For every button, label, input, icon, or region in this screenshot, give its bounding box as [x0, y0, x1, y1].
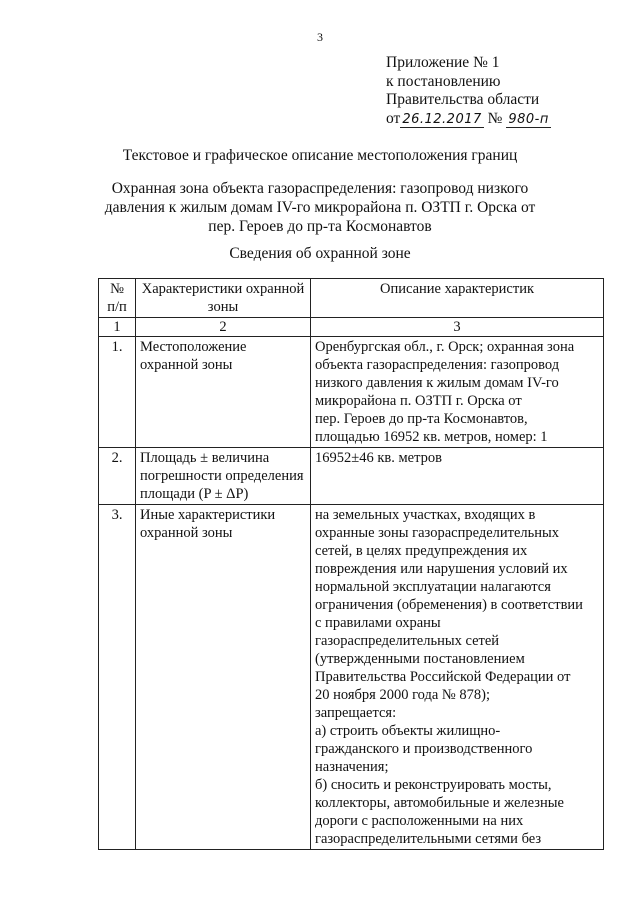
index-cell-2: 2 [136, 318, 311, 337]
number-sign: № [487, 109, 503, 127]
description-line: гражданского и производственного [315, 741, 533, 757]
appendix-line-2: к постановлению [386, 72, 501, 90]
row-characteristic: Местоположение охранной зоны [136, 337, 311, 448]
subtitle-line-2: давления к жилым домам IV-го микрорайона п. ОЗТП г. Орска от [104, 199, 536, 216]
description-line: б) сносить и реконструировать мосты, [315, 777, 552, 793]
header-description: Описание характеристик [311, 279, 604, 318]
description-line: на земельных участках, входящих в [315, 507, 536, 523]
appendix-line-1: Приложение № 1 [386, 54, 500, 71]
row-characteristic: Площадь ± величина погрешности определения площади (P ± ΔP) [136, 448, 311, 505]
table-index-row [99, 318, 604, 337]
row-number: 3. [99, 505, 136, 850]
appendix-date-line [386, 110, 551, 129]
index-cell-1: 1 [99, 318, 136, 337]
row-description [311, 505, 604, 850]
table-row [99, 337, 604, 448]
document-subtitle [0, 179, 640, 236]
description-line: 16952±46 кв. метров [315, 450, 442, 466]
index-cell-3: 3 [311, 318, 604, 337]
appendix-block [386, 54, 551, 128]
description-line: 20 ноября 2000 года № 878); [315, 687, 490, 703]
row-characteristic: Иные характеристики охранной зоны [136, 505, 311, 850]
handwritten-date: 26.12.2017 [402, 111, 482, 127]
date-prefix: от [386, 109, 401, 127]
subtitle-line-3: пер. Героев до пр-та Космонавтов [208, 218, 432, 235]
row-description [311, 337, 604, 448]
description-line: объекта газораспределения: газопровод [315, 357, 560, 373]
description-line: ограничения (обременения) в соответствии [315, 597, 583, 613]
description-line: повреждения или нарушения условий их [315, 561, 568, 577]
row-number: 2. [99, 448, 136, 505]
description-line: а) строить объекты жилищно- [315, 723, 501, 739]
description-line: низкого давления к жилым домам IV-го [315, 375, 559, 391]
description-line: назначения; [315, 759, 389, 775]
description-line: Правительства Российской Федерации от [315, 669, 571, 685]
description-line: пер. Героев до пр-та Космонавтов, [315, 411, 528, 427]
description-line: охранные зоны газораспределительных [315, 525, 560, 541]
subtitle-line-1: Охранная зона объекта газораспределения: газопровод низкого [111, 180, 529, 197]
row-description [311, 448, 604, 505]
description-line: коллекторы, автомобильные и железные [315, 795, 564, 811]
description-line: с правилами охраны [315, 615, 441, 631]
description-line: (утвержденными постановлением [315, 651, 525, 667]
description-line: микрорайона п. ОЗТП г. Орска от [315, 393, 522, 409]
header-characteristic: Характеристики охранной зоны [136, 279, 311, 318]
description-line: запрещается: [315, 705, 397, 721]
table-row [99, 505, 604, 850]
appendix-line-3: Правительства области [386, 91, 540, 108]
description-line: дороги с расположенными на них [315, 813, 524, 829]
header-num: № п/п [99, 279, 136, 318]
section-title: Сведения об охранной зоне [229, 245, 411, 262]
page-number: 3 [317, 30, 323, 44]
handwritten-number: 980-п [508, 111, 549, 127]
table-header-row [99, 279, 604, 318]
description-line: площадью 16952 кв. метров, номер: 1 [315, 429, 548, 445]
description-line: нормальной эксплуатации налагаются [315, 579, 551, 595]
table-row [99, 448, 604, 505]
description-line: Оренбургская обл., г. Орск; охранная зона [315, 339, 575, 355]
document-title: Текстовое и графическое описание местоположения границ [122, 147, 518, 164]
protection-zone-table [98, 278, 604, 850]
description-line: сетей, в целях предупреждения их [315, 543, 528, 559]
row-number: 1. [99, 337, 136, 448]
description-line: газораспределительных сетей [315, 633, 500, 649]
description-line: газораспределительными сетями без [315, 831, 542, 847]
